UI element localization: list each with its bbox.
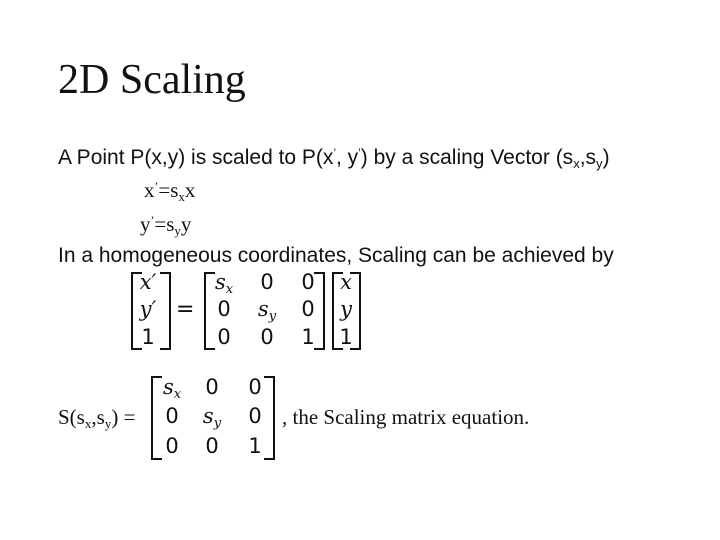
eq1-prime: ’ — [154, 181, 159, 194]
def-matrix-cell-0-0 — [157, 375, 187, 402]
matrix-cell-0-0 — [209, 270, 239, 297]
def-matrix-cell-1-0: 0 — [165, 404, 179, 428]
def-matrix-cell-2-0: 0 — [165, 434, 179, 458]
def-matrix-cell-0-2: 0 — [248, 375, 262, 399]
matrix-s-x: s — [214, 270, 226, 294]
intro-text-e: ) — [602, 146, 610, 169]
eq1-lhs: x — [144, 178, 155, 202]
intro-sub-y: y — [596, 155, 603, 171]
rhs-vector-y: y — [340, 297, 352, 321]
intro-text-b: , y — [336, 146, 359, 169]
eq1-equals-s: =s — [158, 178, 179, 202]
equals-sign: = — [176, 297, 195, 322]
eq2-lhs: y — [140, 212, 151, 236]
equation-y-prime — [140, 212, 191, 237]
matrix-cell-2-0: 0 — [217, 325, 231, 349]
lhs-vector-y: y′ — [139, 297, 157, 321]
def-matrix-cell-2-1: 0 — [205, 434, 219, 458]
lhs-vector-one: 1 — [141, 325, 155, 349]
matrix-s-y: s — [257, 297, 269, 321]
intro-text-a: A Point P(x,y) is scaled to P(x — [58, 146, 334, 169]
def-sub-x: x — [84, 415, 92, 431]
def-matrix-s-y: s — [202, 404, 214, 428]
lhs-vector-x: x′ — [139, 270, 157, 294]
eq2-equals-s: =s — [154, 212, 175, 236]
eq2-prime: ’ — [150, 215, 155, 228]
def-matrix-cell-1-1 — [197, 404, 227, 431]
def-matrix-cell-2-2: 1 — [248, 434, 262, 458]
rhs-vector-x: x — [340, 270, 352, 294]
matrix-cell-1-0: 0 — [217, 297, 231, 321]
equation-x-prime — [144, 178, 195, 203]
intro-line — [58, 146, 610, 170]
def-text-b: ,s — [91, 405, 105, 429]
intro-prime-2: ’ — [358, 148, 361, 161]
intro-text-c: ) by a scaling Vector (s — [360, 146, 574, 169]
def-matrix-cell-1-2: 0 — [248, 404, 262, 428]
rhs-vector-one: 1 — [339, 325, 353, 349]
def-sub-y: y — [104, 415, 112, 431]
page-title: 2D Scaling — [58, 57, 246, 103]
def-text-c: ) = — [111, 405, 136, 429]
def-matrix-sub-x: x — [173, 386, 182, 402]
eq2-rhs: y — [180, 212, 192, 236]
matrix-sub-x: x — [225, 281, 234, 297]
def-matrix-right-bracket — [264, 376, 275, 460]
matrix-cell-1-2: 0 — [301, 297, 315, 321]
rhs-vector-right-bracket — [350, 272, 361, 350]
eq2-sub: y — [174, 222, 181, 238]
eq1-sub: x — [178, 188, 185, 204]
eq1-rhs: x — [184, 178, 196, 202]
matrix-sub-y: y — [268, 308, 277, 324]
intro-sub-x: x — [573, 155, 580, 171]
intro-prime-1: ’ — [333, 148, 337, 161]
matrix-cell-0-1: 0 — [260, 270, 274, 294]
scaling-matrix-caption: , the Scaling matrix equation. — [282, 405, 530, 429]
def-text-a: S(s — [58, 405, 85, 429]
homogeneous-text: In a homogeneous coordinates, Scaling can be achieved by — [58, 244, 614, 267]
def-matrix-s-x: s — [162, 375, 174, 399]
def-matrix-sub-y: y — [213, 415, 222, 431]
matrix-cell-0-2: 0 — [301, 270, 315, 294]
def-matrix-cell-0-1: 0 — [205, 375, 219, 399]
matrix-right-bracket — [314, 272, 325, 350]
intro-text-d: ,s — [579, 146, 597, 169]
lhs-vector-right-bracket — [160, 272, 171, 350]
matrix-cell-2-2: 1 — [301, 325, 315, 349]
matrix-cell-1-1 — [252, 297, 282, 324]
scaling-function-label — [58, 405, 135, 430]
matrix-cell-2-1: 0 — [260, 325, 274, 349]
